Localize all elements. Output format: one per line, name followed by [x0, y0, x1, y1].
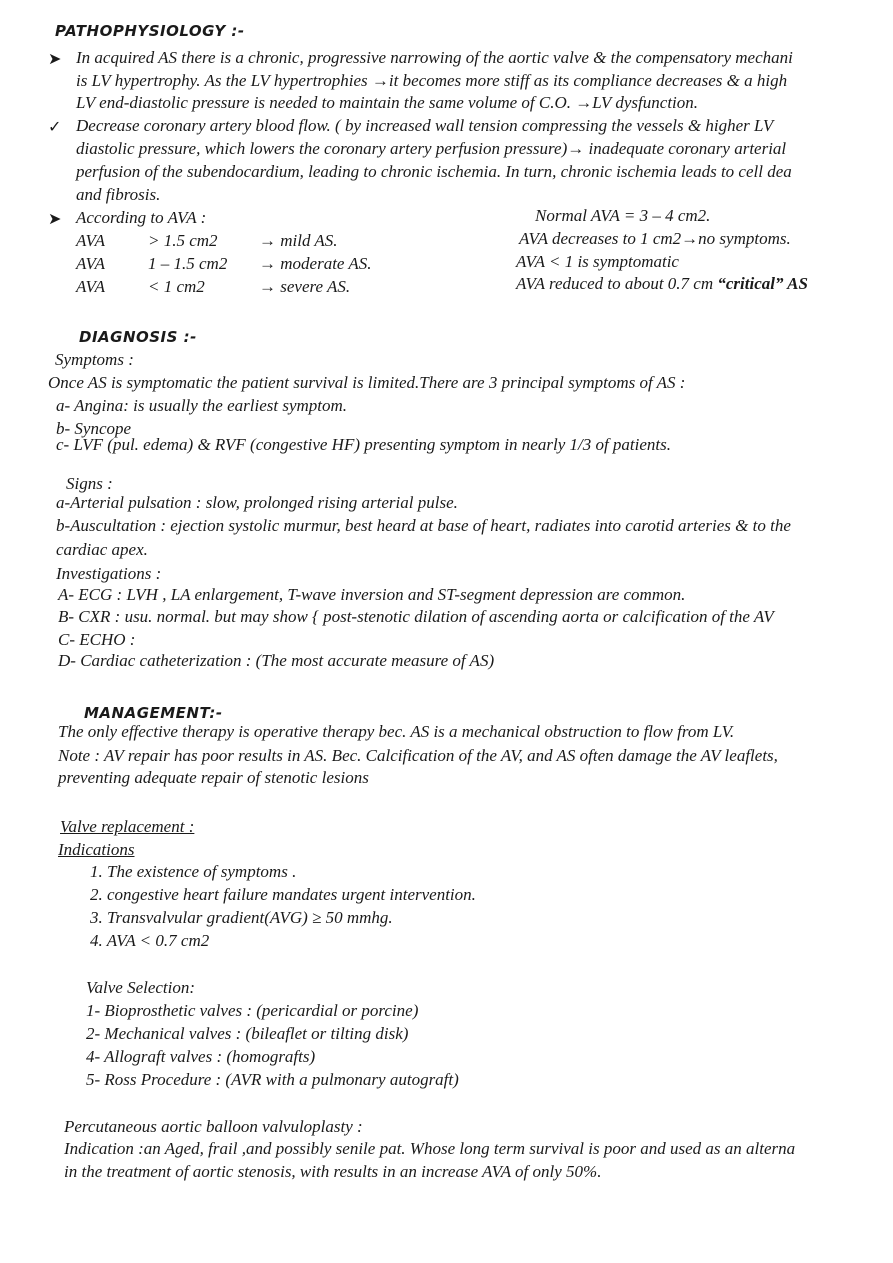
investigation-item: B- CXR : usu. normal. but may show { post-stenotic dilation of ascending aorta or calcification of the AV	[58, 607, 774, 626]
ava-note: Normal AVA = 3 – 4 cm2.	[535, 206, 711, 225]
indication-item: 3. Transvalvular gradient(AVG) ≥ 50 mmhg.	[90, 908, 393, 927]
ava-row-label: AVA	[76, 254, 106, 273]
ava-row-range: < 1 cm2	[148, 277, 205, 296]
bullet-arrow-icon: ➤	[48, 211, 62, 228]
valve-selection-item: 4- Allograft valves : (homografts)	[86, 1047, 316, 1066]
signs-label: Signs :	[66, 474, 113, 493]
ava-row-result: → moderate AS.	[259, 254, 372, 273]
investigation-item: D- Cardiac catheterization : (The most accurate measure of AS)	[58, 651, 495, 670]
pathophysiology-heading: PATHOPHYSIOLOGY :-	[55, 22, 245, 40]
symptom-item: b- Syncope	[56, 419, 132, 438]
balloon-line: in the treatment of aortic stenosis, with results in an increase AVA of only 50%.	[64, 1162, 602, 1181]
management-heading: MANAGEMENT:-	[84, 704, 223, 722]
ava-note: AVA decreases to 1 cm2→no symptoms.	[519, 229, 791, 248]
investigation-item: A- ECG : LVH , LA enlargement, T-wave inversion and ST-segment depression are common.	[58, 585, 686, 604]
valve-selection-heading: Valve Selection:	[86, 978, 196, 997]
diagnosis-line: Once AS is symptomatic the patient survival is limited.There are 3 principal symptoms of AS :	[48, 373, 686, 392]
indication-item: 4. AVA < 0.7 cm2	[90, 931, 210, 950]
ava-row-label: AVA	[76, 231, 106, 250]
investigations-label: Investigations :	[56, 564, 162, 583]
symptom-item: c- LVF (pul. edema) & RVF (congestive HF) presenting symptom in nearly 1/3 of patients.	[56, 435, 672, 454]
balloon-line: Indication :an Aged, frail ,and possibly senile pat. Whose long term survival is poor and used as an alterna	[64, 1139, 796, 1158]
symptom-item: a- Angina: is usually the earliest symptom.	[56, 396, 348, 415]
investigation-item: C- ECHO :	[58, 630, 136, 649]
valve-selection-item: 2- Mechanical valves : (bileaflet or tilting disk)	[86, 1024, 409, 1043]
patho-b2-line: diastolic pressure, which lowers the coronary artery perfusion pressure)→ inadequate coronary arterial	[76, 139, 787, 158]
ava-row-result: → severe AS.	[259, 277, 351, 296]
bullet-check-icon: ✓	[48, 119, 62, 136]
bullet-arrow-icon: ➤	[48, 51, 62, 68]
management-line: The only effective therapy is operative therapy bec. AS is a mechanical obstruction to flow from LV.	[58, 722, 735, 741]
valve-replacement-heading: Valve replacement :	[60, 817, 195, 836]
patho-b2-line: perfusion of the subendocardium, leading to chronic ischemia. In turn, chronic ischemia leads to cell dea	[76, 162, 792, 181]
patho-b1-line: is LV hypertrophy. As the LV hypertrophies →it becomes more stiff as its compliance decreases & a high	[76, 71, 788, 90]
ava-row-label: AVA	[76, 277, 106, 296]
ava-row-result: → mild AS.	[259, 231, 338, 250]
ava-intro: According to AVA :	[76, 208, 207, 227]
ava-row-range: > 1.5 cm2	[148, 231, 218, 250]
diagnosis-heading: DIAGNOSIS :-	[79, 328, 197, 346]
patho-b2-line: Decrease coronary artery blood flow. ( by increased wall tension compressing the vessels & higher LV	[76, 116, 774, 135]
valve-selection-item: 1- Bioprosthetic valves : (pericardial or porcine)	[86, 1001, 419, 1020]
patho-b1-line: LV end-diastolic pressure is needed to maintain the same volume of C.O. →LV dysfunction.	[76, 93, 699, 112]
critical-label: “critical” AS	[717, 274, 808, 293]
symptoms-label: Symptoms :	[55, 350, 134, 369]
balloon-heading: Percutaneous aortic balloon valvuloplasty :	[64, 1117, 363, 1136]
management-line: Note : AV repair has poor results in AS. Bec. Calcification of the AV, and AS often damage the AV leaflets,	[58, 746, 778, 765]
indication-item: 2. congestive heart failure mandates urgent intervention.	[90, 885, 476, 904]
indications-heading: Indications	[58, 840, 135, 859]
sign-item: b-Auscultation : ejection systolic murmur, best heard at base of heart, radiates into carotid arteries & to the	[56, 516, 791, 535]
sign-item: a-Arterial pulsation : slow, prolonged rising arterial pulse.	[56, 493, 458, 512]
indication-item: 1. The existence of symptoms .	[90, 862, 297, 881]
patho-b1-line: In acquired AS there is a chronic, progressive narrowing of the aortic valve & the compensatory mechani	[76, 48, 793, 67]
valve-selection-item: 5- Ross Procedure : (AVR with a pulmonary autograft)	[86, 1070, 459, 1089]
sign-item: cardiac apex.	[56, 540, 148, 559]
ava-note: AVA < 1 is symptomatic	[516, 252, 679, 271]
management-line: preventing adequate repair of stenotic lesions	[58, 768, 369, 787]
ava-note-critical	[516, 274, 808, 294]
patho-b2-line: and fibrosis.	[76, 185, 161, 204]
ava-note-text: AVA reduced to about 0.7 cm	[516, 274, 718, 293]
ava-row-range: 1 – 1.5 cm2	[148, 254, 228, 273]
